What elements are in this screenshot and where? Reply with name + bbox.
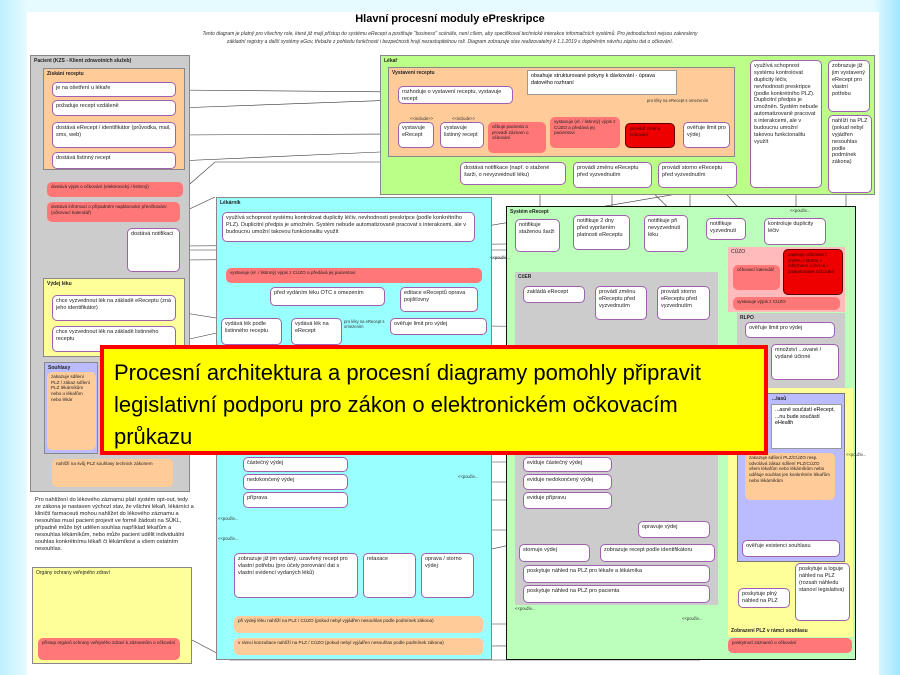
process-box[interactable]: dostává eRecept / identifikátor (průvodka, mail, sms, web) [52,122,176,148]
process-box[interactable]: množství ...ované / vydané účinné [771,344,839,380]
process-box[interactable]: nahlíží na svůj PLZ souhlasy technick zákonem [52,459,173,487]
process-box[interactable]: při výdeji léku nahlíží na PLZ / CÚZO (pokud nebyl vyjádřen nesouhlas podle podmínek zákona) [234,616,483,633]
callout-banner: Procesní architektura a procesní diagramy pomohly připravit legislativní podporu pro zákon o elektronickém očkovacím průkazu [100,345,768,455]
group-title: CčER [518,274,532,280]
process-box[interactable]: eviduje nedokončený výdej [523,474,612,490]
edge-label: pro léky na eRecept s omezením [344,319,385,329]
process-box-vaccination[interactable]: vystavuje (el. / listinný) výpis z CÚZO a předává jej pacientovi [226,268,482,283]
process-box[interactable]: kontroluje duplicity léčiv [764,218,826,245]
process-box[interactable]: eviduje částečný výdej [523,457,612,472]
opt-out-text: Pro nahlížení do lékového záznamu platí systém opt-out, tedy ze zákona je nastaven výchozí stav, že všichni lékaři, lékárníci a kliničtí farmaceuti mohou nahlížet do lékového záznamu a nesouhlas musí pacient projevit ve formě žádosti na SÚKL, případně může být udělen souhlas například lékařům a nesouhlas lékárníkům, nebo může pacient udělit individuální souhlas konkrétnímu lékaři či lékárníkovi a všem ostatním nesouhlas. [35,497,194,552]
group-title: Výdej léku [47,281,72,287]
process-box[interactable]: chce vyzvednout lék na základě listinného receptu [52,326,176,352]
process-box[interactable]: před vydáním léku OTC s omezením [270,287,385,306]
edge-label: <<použiv... [458,474,479,479]
process-box[interactable]: využívá schopnost systému kontrolovat duplicity léčiv, nevhodnosti preskripce (podle konkrétního PLZ). Duplicitní předpis je umožněn. Systém nebude automatizovaně pracovat s interakcemi, ale v budoucnu umožní takovou funkcionalitu využít [750,60,822,188]
process-box[interactable]: notifikuje při nevyzvednutí léku [644,215,688,252]
subtitle-2: základní registry a další systémy eGov, třebaže z pohledu funkčnosti i bezpečnosti hrají nezastupitelnou roli. Diagram zobrazuje stav realizovatelný k 1.1.2019 s doplněním návrhu zápisu dat o očkování. [226,39,674,45]
process-box[interactable]: poskytuje náhled na PLZ pro pacienta [523,585,710,603]
lane-title: Systém eRecept [510,209,549,215]
process-box[interactable]: poskytuje náhled na PLZ pro lékaře a lékárníka [523,565,710,583]
process-box[interactable]: v rámci konzultace nahlíží na PLZ / CÚZO (pokud nebyl vyjádřen nesouhlas podle podmínek zákona) [234,638,483,655]
process-box[interactable]: ověřuje limit pro výdej [745,322,835,338]
process-box[interactable]: provádí storno eReceptu před vyzvednutím [657,286,710,320]
note: ...asně součástí eRecept, ...nu bude součástí eHealth [771,404,842,449]
process-box[interactable]: notifikuje 2 dny před vypršením platnosti eReceptu [573,215,630,250]
process-box[interactable]: notifikuje staženou šarži [515,219,560,252]
group-title: ...lasů [772,396,787,402]
page-title: Hlavní procesní moduly ePreskripce [355,13,545,25]
process-box[interactable]: vydává lék podle listinného receptu [221,318,282,345]
process-box[interactable]: notifikuje vyzvednutí [706,218,746,240]
process-box[interactable]: vydává lék na eRecept [291,318,342,345]
edge-label: <<include>> [452,116,476,121]
group-title: Zobrazení PLZ v rámci souhlasu [731,628,808,634]
process-box[interactable]: stornuje výdej [519,544,590,562]
process-box[interactable]: nedokončený výdej [243,474,348,490]
process-box-vaccination[interactable]: dostává informaci o případném naplánování přeočkování (očkovací kalendář) [47,202,180,222]
process-box[interactable]: chce vyzvednout lék na základě eReceptu (zná jeho identifikátor) [52,295,176,321]
process-box[interactable]: poskytuje a loguje náhled na PLZ (rozsah náhledu stanoví legislativa) [795,563,850,621]
group-title: Vystavení receptu [392,70,435,76]
process-box-vaccination[interactable]: očkuje pacienta a provádí záznam o očkování [488,122,546,153]
process-box[interactable]: zakazuje sdílení PLZ / zákaz sdílení PLZ lékárníkům nebo u lékařům nebo lékár [47,372,96,450]
process-box-vaccination[interactable]: dostává výpis o očkování (elektronický / listinný) [47,182,183,197]
process-box[interactable]: ověřuje limit pro výdej [390,318,487,335]
process-box[interactable]: je na ošetření u lékaře [52,82,176,97]
process-box[interactable]: dostává notifikaci [127,228,180,272]
process-box[interactable]: opravuje výdej [638,521,710,538]
edge-label: <<použiv... [218,516,239,521]
edge-label: pro léky na eRecept s omezením [647,98,709,103]
process-box[interactable]: zobrazuje recept podle identifikátoru [600,544,715,562]
process-box[interactable]: provádí storno eReceptu před vyzvednutím [658,162,737,188]
subtitle-1: Tento diagram je platný pro všechny role, které již mají přístup do systému eRecept a postihuje "business" scénáře, není cílem, aby specifikoval technické interakce informačních systémů. Pro jednoduchost nejsou zakresleny [202,31,698,37]
process-box-vaccination[interactable]: vystavuje výpis z CÚZO [733,297,840,310]
group-title: Získání receptu [47,71,84,77]
edge-label: <<použiv... [490,255,511,260]
lane-title: Lékař [384,58,398,64]
process-box[interactable]: oprava / storno výdej [421,553,474,598]
process-box[interactable]: retaxace [363,553,416,598]
edge-label: <<použiv... [515,606,536,611]
process-box[interactable]: vystavuje listinný recept [440,122,484,148]
process-box[interactable]: dostává listinný recept [52,152,176,169]
process-box[interactable]: poskytuje plný náhled na PLZ [738,588,790,608]
process-box[interactable]: zakládá eRecept [523,286,585,303]
process-box[interactable]: požaduje recept vzdáleně [52,100,176,116]
group-title: RLPO [740,315,754,321]
process-box-vaccination-change[interactable]: provádí změnu očkování [625,123,675,148]
process-box[interactable]: ověřuje existenci souhlasu [742,540,840,557]
process-box-vaccination[interactable]: přístup orgánů ochrany veřejného zdraví k záznamům o očkování [38,638,180,660]
edge-label: <<použiv... [846,452,867,457]
process-box[interactable]: využívá schopnost systému kontrolovat duplicity léčiv, nevhodnosti preskripce (podle konkrétního PLZ). Duplicitní předpis je umožněn. Systém nebude automatizovaně pracovat s interakcemi, ale v budoucnu umožní takovou funkcionalitu využít [222,212,475,242]
process-box[interactable]: ověřuje limit pro výdej [683,122,730,148]
process-box[interactable]: provádí změnu eReceptu před vyzvednutím [595,286,647,320]
process-box[interactable]: dostává notifikace (např. o stažené šarži, o nevyzvednutí léku) [460,162,566,185]
note: obsahuje strukturované pokyny k dávkování - úprava datového rozhraní [527,70,677,95]
process-box[interactable]: příprava [243,492,348,508]
edge-label: <<include>> [410,116,434,121]
group-title: CÚZO [731,249,746,255]
group-title: Souhlasy [48,365,71,371]
process-box[interactable]: editace eReceptů oprava pojišťovny [400,287,478,312]
lane-title: Orgány ochrany veřejného zdraví [36,570,110,576]
lane-title: Pacient (KZS - Klient zdravotních služeb) [34,58,132,64]
process-box[interactable]: nahlíží na PLZ (pokud nebyl vyjádřen nesouhlas podle podmínek zákona) [828,115,872,193]
process-box-vaccination[interactable]: očkovací kalendář [733,265,780,290]
process-box[interactable]: zobrazuje již jim vystavený eRecept pro vlastní potřebu [828,60,870,112]
process-box[interactable]: zakazuje sdílení PLZ/CÚZO resp. odvolává zákaz sdílení PLZ/CÚZO všem lékařům nebo lékárníkům nebo uděluje souhlas jen konkrétním lékařům nebo lékárníkům [745,453,835,500]
lane-title: Lékárník [220,200,241,206]
process-box-vaccination[interactable]: vystavuje (el. / listinný) výpis z CÚZO a předává jej pacientovi [550,117,620,148]
edge-label: <<použiv... [790,208,811,213]
process-box[interactable]: zobrazuje již jim vydaný, uzavřený recept pro vlastní potřebu (pro účely porovnání dat s vlastní evidencí vydaných léků) [234,553,358,598]
process-box[interactable]: vystavuje eRecept [398,122,434,148]
edge-label: <<použiv... [218,536,239,541]
process-box[interactable]: provádí změnu eReceptu před vyzvednutím [573,162,652,188]
process-box-vaccination[interactable]: poskytnutí záznamů o očkování [728,638,852,653]
process-box-vaccination-record[interactable]: zapisuje očkování / změnu / storno + informace o lécích / poskytovateli očkování [783,249,843,295]
process-box[interactable]: eviduje přípravu [523,492,612,509]
process-box[interactable]: částečný výdej [243,457,348,472]
edge-label: <<použiv... [682,616,703,621]
process-box[interactable]: rozhoduje o vystavení receptu, vystavuje recept [398,86,513,104]
